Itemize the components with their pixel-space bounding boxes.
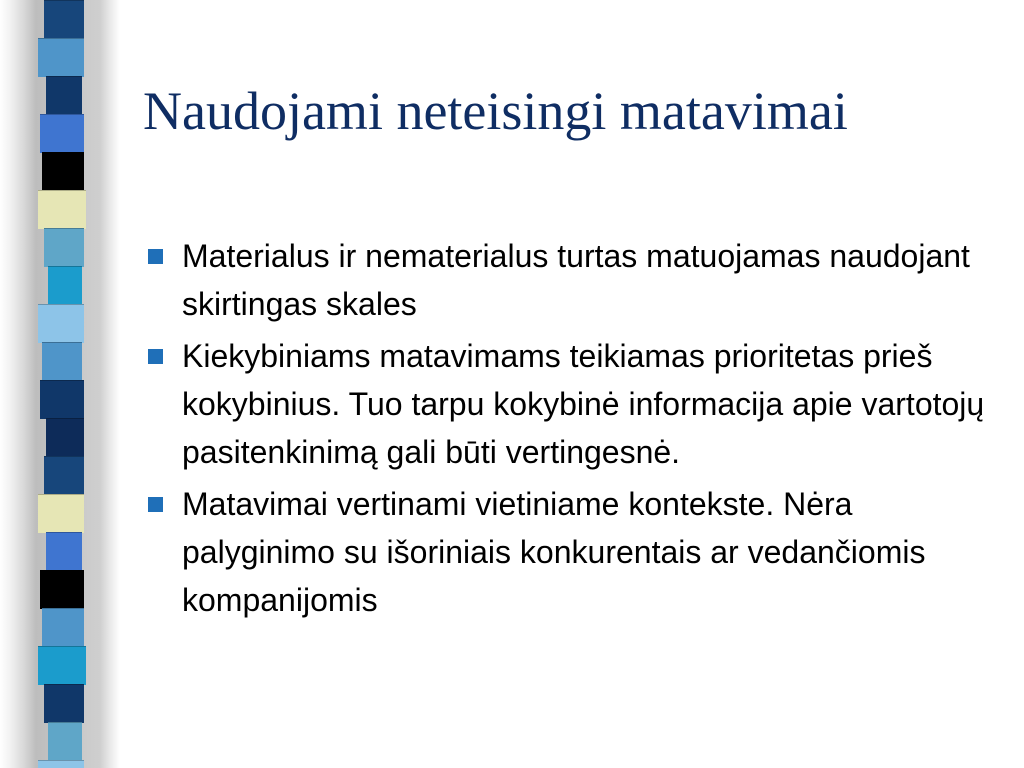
strip-segment bbox=[38, 646, 86, 685]
strip-segment bbox=[44, 684, 84, 723]
strip-segment bbox=[40, 114, 84, 153]
slide-title: Naudojami neteisingi matavimai bbox=[143, 81, 848, 141]
strip-segment bbox=[38, 304, 84, 343]
strip-segment bbox=[44, 228, 84, 267]
strip-segment bbox=[48, 722, 82, 761]
strip-segment bbox=[46, 532, 82, 571]
decorative-strip bbox=[38, 0, 100, 768]
square-bullet-icon bbox=[148, 249, 163, 264]
strip-segment bbox=[38, 760, 84, 768]
bullet-item bbox=[148, 232, 998, 328]
strip-segment bbox=[44, 456, 84, 495]
bullet-item bbox=[148, 332, 998, 476]
strip-segment bbox=[40, 570, 84, 609]
bullet-text: Matavimai vertinami vietiniame kontekste. Nėra palyginimo su išoriniais konkurentais ar vedančiomis kompanijomis bbox=[182, 486, 926, 618]
strip-segment bbox=[40, 380, 84, 419]
strip-segment bbox=[46, 418, 84, 457]
strip-segment bbox=[46, 76, 82, 115]
square-bullet-icon bbox=[148, 497, 163, 512]
square-bullet-icon bbox=[148, 349, 163, 364]
bullet-text: Kiekybiniams matavimams teikiamas prioritetas prieš kokybinius. Tuo tarpu kokybinė informacija apie vartotojų pasitenkinimą gali būti vertingesnė. bbox=[182, 338, 985, 470]
strip-segment bbox=[42, 342, 82, 381]
strip-segment bbox=[42, 608, 84, 647]
strip-segment bbox=[38, 494, 84, 533]
strip-segment bbox=[42, 152, 84, 191]
strip-segment bbox=[38, 190, 86, 229]
strip-segment bbox=[38, 38, 84, 77]
strip-segment bbox=[48, 266, 82, 305]
bullet-text: Materialus ir nematerialus turtas matuojamas naudojant skirtingas skales bbox=[182, 238, 970, 322]
bullet-item bbox=[148, 480, 998, 624]
bullet-list bbox=[148, 232, 998, 628]
strip-segment bbox=[44, 0, 84, 39]
